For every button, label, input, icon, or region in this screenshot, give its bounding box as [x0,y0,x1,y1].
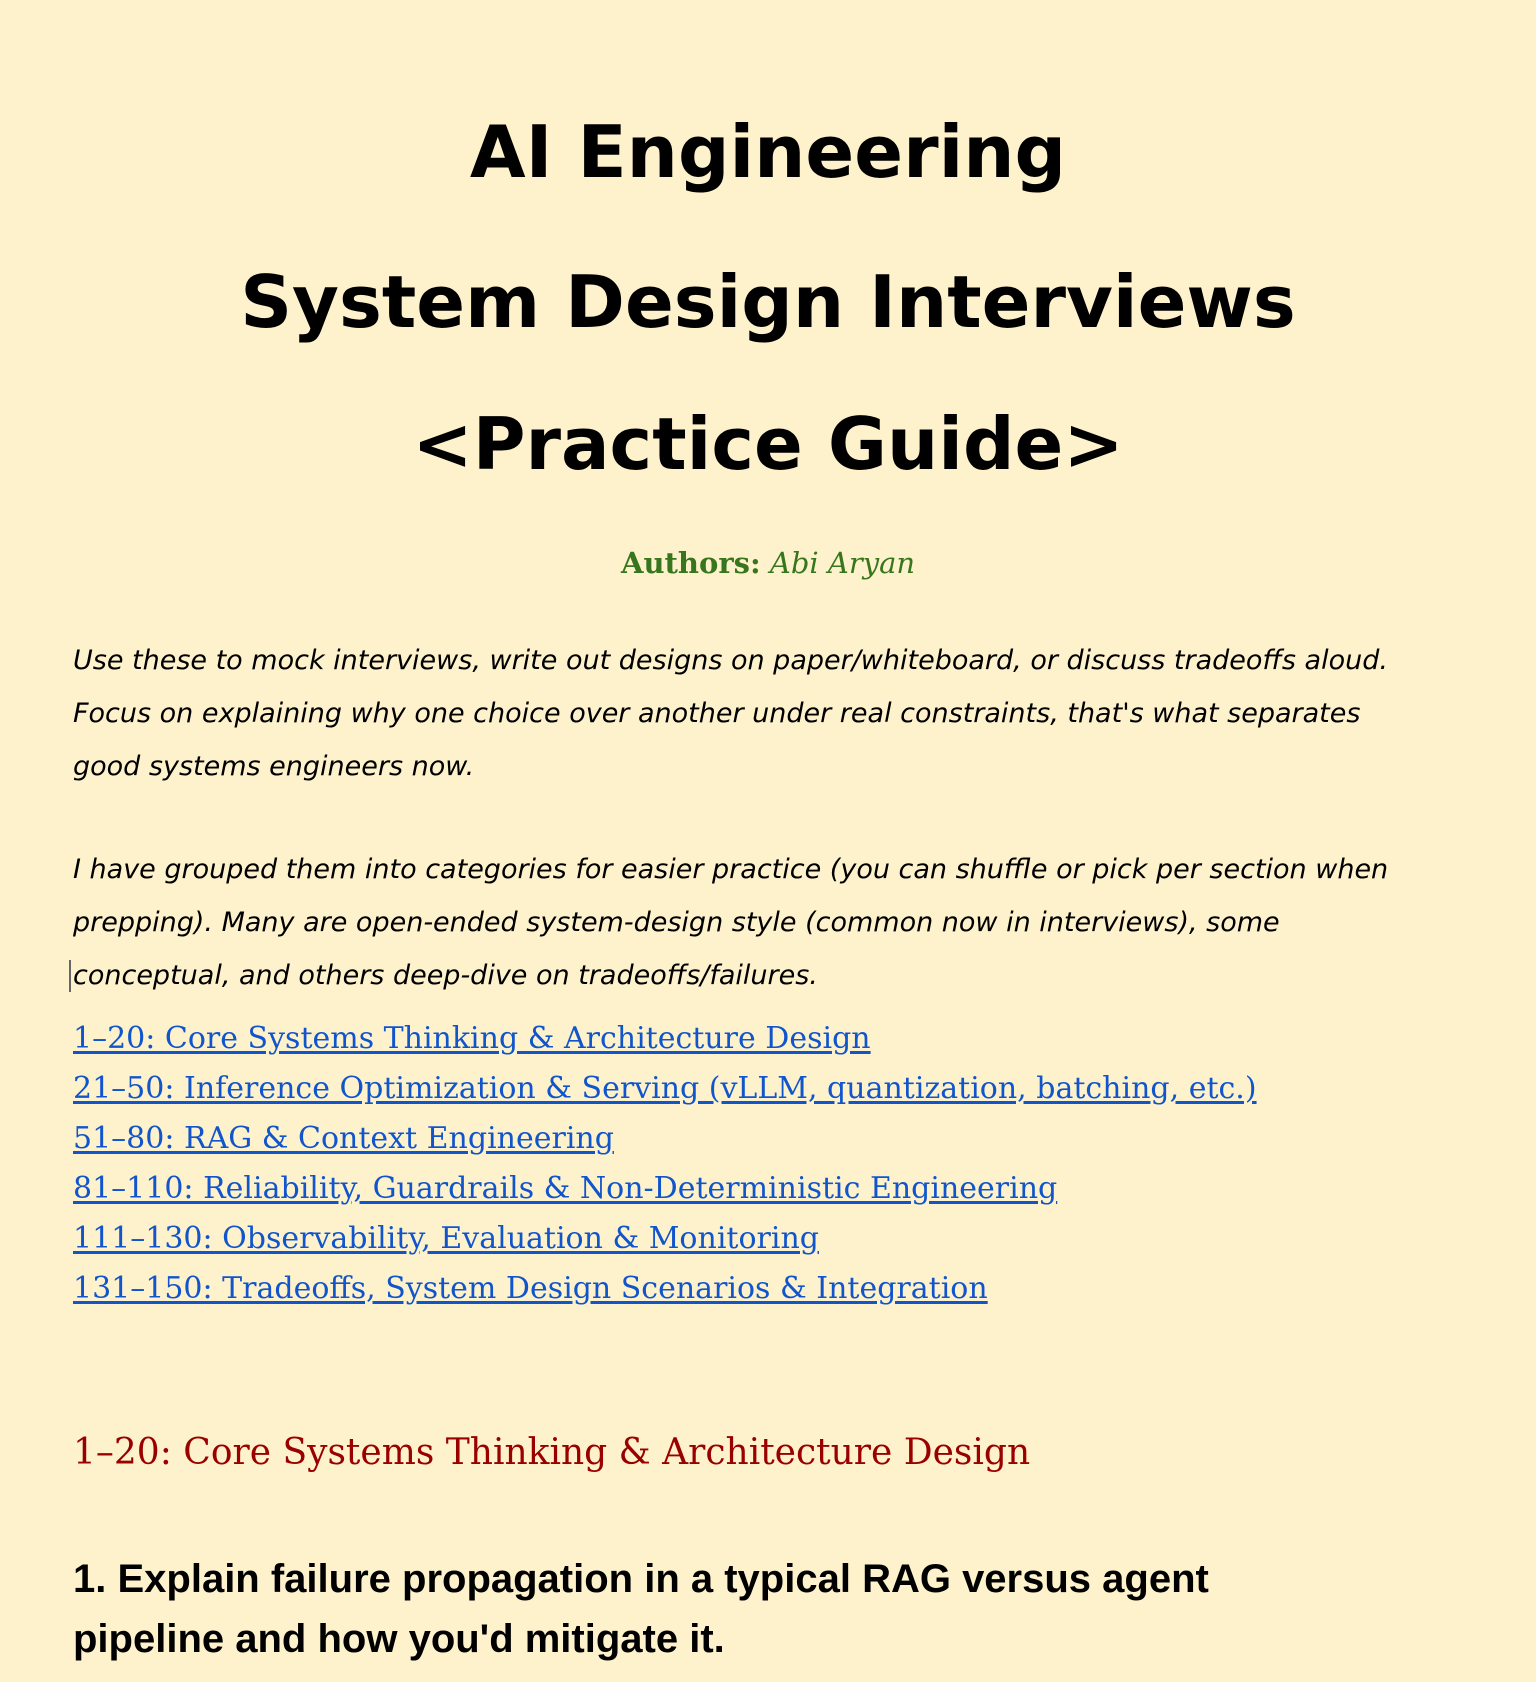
toc-link-observability-evaluation[interactable]: 111–130: Observability, Evaluation & Monitoring [73,1221,819,1256]
toc-link-inference-optimization[interactable]: 21–50: Inference Optimization & Serving (vLLM, quantization, batching, etc.) [73,1071,1257,1106]
table-of-contents [73,1014,1473,1314]
intro-paragraph-1 [73,634,1473,793]
intro-1-line: Focus on explaining why one choice over another under real constraints, that's what separates [73,698,1361,729]
intro-1-line: Use these to mock interviews, write out designs on paper/whiteboard, or discuss tradeoffs aloud. [73,645,1388,676]
toc-link-core-systems[interactable]: 1–20: Core Systems Thinking & Architecture Design [73,1021,871,1056]
authors-name: Abi Aryan [769,546,916,580]
text-cursor [69,960,71,992]
intro-2-line: conceptual, and others deep-dive on tradeoffs/failures. [73,960,818,991]
title-line-2: System Design Interviews [240,260,1296,344]
section-heading: 1–20: Core Systems Thinking & Architecture Design [73,1432,1031,1473]
question-1 [73,1549,1473,1669]
title-line-3: <Practice Guide> [412,402,1124,486]
intro-1-line: good systems engineers now. [73,751,475,782]
question-1-line: 1. Explain failure propagation in a typical RAG versus agent [73,1557,1209,1601]
intro-paragraph-2 [73,843,1473,1002]
authors-label: Authors: [620,546,761,580]
question-1-line: pipeline and how you'd mitigate it. [73,1617,725,1661]
title-line-1: AI Engineering [469,110,1067,194]
toc-link-tradeoffs-scenarios[interactable]: 131–150: Tradeoffs, System Design Scenarios & Integration [73,1271,988,1306]
intro-2-line: prepping). Many are open-ended system-design style (common now in interviews), some [73,907,1280,938]
toc-link-rag-context[interactable]: 51–80: RAG & Context Engineering [73,1121,614,1156]
intro-2-line: I have grouped them into categories for easier practice (you can shuffle or pick per section when [73,854,1389,885]
authors-line [0,543,1536,583]
toc-link-reliability-guardrails[interactable]: 81–110: Reliability, Guardrails & Non-Deterministic Engineering [73,1171,1058,1206]
